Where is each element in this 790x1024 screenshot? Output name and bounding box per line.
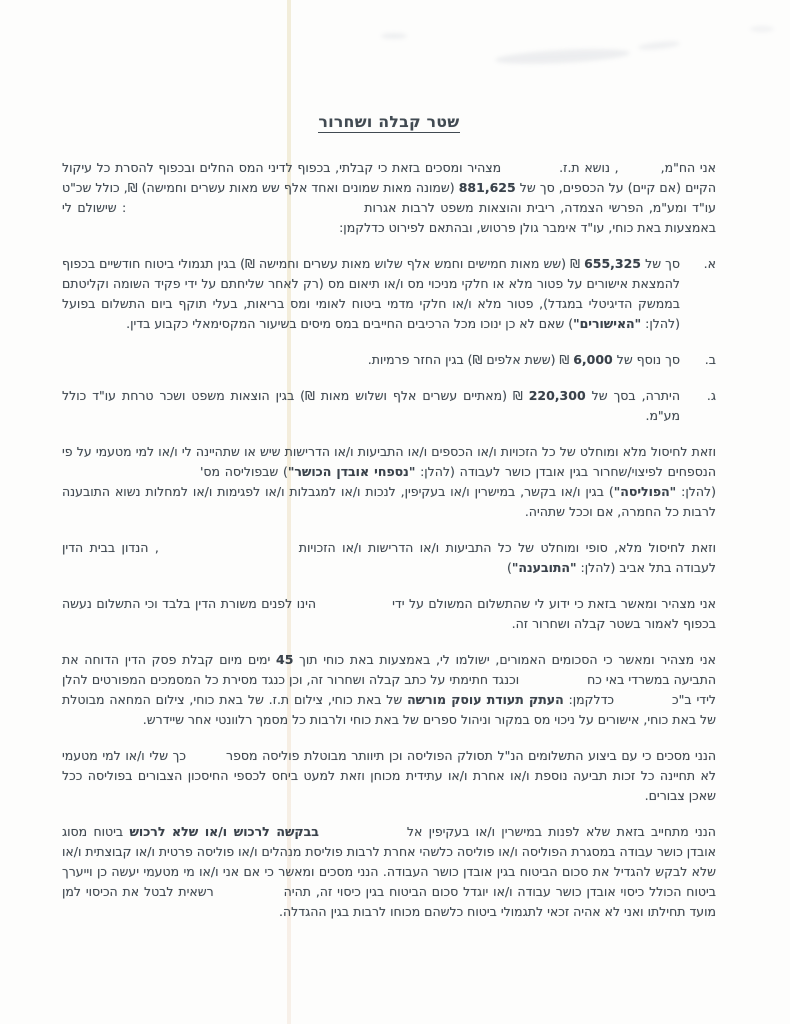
- paragraph: [62, 158, 716, 238]
- bold-term: "הפוליסה": [613, 484, 677, 499]
- bold-term: "התובענה": [511, 560, 577, 575]
- paragraph-marker: א.: [703, 256, 716, 271]
- document-body: [62, 158, 716, 922]
- paragraph: [62, 442, 716, 522]
- paragraph-text: הנני מתחייב בזאת שלא לפנות במישרין ו/או בעקיפין אלבבקשה לרכוש ו/או שלא לרכוש ביטוח מסוג אובדן כושר עבודה במסגרת הפוליסה ו/או פוליסה כלשהי אחרת לרבות פוליסת מנהלים ו/או פוליסה פרטית ו/או קבוצתית ו/או שלא לבקש להגדיל את סכום הביטוח בגין אובדן כושר העבודה. הנני מסכים ומאשר כי אם אני ו/או מי מטעמי יעשה כן וייערך ביטוח הכולל כיסוי אובדן כושר עבודה ו/או יוגדל סכום הביטוח בגין כיסוי זה, תהיהרשאית לבטל את הכיסוי למן מועד תחילתו ואני לא אהיה זכאי לתגמולי ביטוח כלשהם מכוחו לרבות בגין ההגדלה.: [62, 824, 716, 919]
- redacted-blank: [62, 475, 200, 476]
- bold-term: בבקשה לרכוש ו/או שלא לרכוש: [129, 824, 319, 839]
- redacted-blank: [519, 683, 587, 684]
- redacted-blank: [614, 703, 672, 704]
- paragraph: [62, 350, 716, 370]
- bold-term: "האישורים": [573, 316, 642, 331]
- paragraph: [62, 650, 716, 730]
- paragraph: [62, 538, 716, 578]
- bold-term: העתק תעודת עוסק מורשה: [407, 692, 564, 707]
- bold-term: "נספחי אובדן הכושר": [287, 464, 416, 479]
- redacted-blank: [501, 171, 559, 172]
- redacted-blank: [186, 759, 226, 760]
- bold-term: 655,325: [584, 256, 641, 271]
- paragraph: [62, 594, 716, 634]
- paragraph-text: אני הח"מ,, נושא ת.ז.מצהיר ומסכים בזאת כי קבלתי, בכפוף לדיני המס החלים ובכפוף להסרת כל עיקול הקיים (אם קיים) על הכספים, סך של 881,625 (שמונה מאות שמונים ואחד אלף שש מאות עשרים וחמישה) ₪, כולל שכ"ט עו"ד ומע"מ, הפרשי הצמדה, ריבית והוצאות משפט לרבות אגרות: שישולם לי באמצעות באת כוחי, עו"ד אימבר גולן פרטוש, ובהתאם לפירוט כדלקמן:: [62, 160, 716, 235]
- paragraph-text: סך נוסף של 6,000 ₪ (ששת אלפים ₪) בגין החזר פרמיות.: [367, 352, 680, 367]
- redacted-blank: [619, 171, 661, 172]
- paragraph: [62, 254, 716, 334]
- paragraph-text: וזאת לחיסול מלא, סופי ומוחלט של כל התביעות ו/או הדרישות ו/או הזכויות, הנדון בבית הדין לעבודה בתל אביב (להלן: "התובענה"): [62, 540, 716, 575]
- paragraph-marker: ב.: [704, 352, 716, 367]
- paragraph: [62, 386, 716, 426]
- paragraph-marker: ג.: [706, 388, 716, 403]
- paragraph-text: הנני מסכים כי עם ביצוע התשלומים הנ"ל תסולק הפוליסה וכן תיוותר מבוטלת פוליסה מספרכך שלי ו/או למי מטעמי לא תחיינה כל זכות תביעה נוספת ו/או אחרת ו/או עתידית מכוחן וזאת למעט ביחס לכספי החיסכון הצבורים בפוליסה ככל שאכן צבורים.: [62, 748, 716, 803]
- redacted-blank: [319, 835, 407, 836]
- document-title: [62, 112, 716, 132]
- redacted-blank: [159, 551, 299, 552]
- bold-term: 6,000: [573, 352, 613, 367]
- paragraph-text: סך של 655,325 ₪ (שש מאות חמישים וחמש אלף שלוש מאות עשרים וחמישה ₪) בגין תגמולי ביטוח חודשיים בכפוף להמצאת אישורים על פטור מלא או חלקי מניכוי מס ו/או תיאום מס (רק לאחר שליחתם על ידי פקיד השומה וקליטתם בממשק הדיגיטלי במגדל), פטור מלא ו/או חלקי מדמי ביטוח לאומי ומס בריאות, בעלי תוקף ביום התשלום בפועל (להלן: "האישורים") שאם לא כן ינוכו מכל הרכיבים החייבים במס מיסים בשיעור המקסימאלי כקבוע בדין.: [62, 256, 681, 331]
- paragraph-text: אני מצהיר ומאשר כי הסכומים האמורים, ישולמו לי, באמצעות באת כוחי תוך 45 ימים מיום קבלת פסק הדין הדוחה את התביעה במשרדי באי כחוכנגד חתימתי על כתב קבלה ושחרור זה, וכן כנגד מסירת כל המסמכים המפורטים להלן לידי ב"ככדלקמן: העתק תעודת עוסק מורשה של באת כוחי, צילום ת.ז. של באת כוחי, צילום המחאה מבוטלת של באת כוחי, אישורים על ניכוי מס במקור וניהול ספרים של באת כוחי ולרבות כל מסמך רלוונטי אחר שיידרש.: [62, 652, 717, 727]
- bold-term: 45: [276, 652, 294, 667]
- paragraph: [62, 746, 716, 806]
- redacted-blank: [214, 895, 284, 896]
- bold-term: 220,300: [528, 388, 586, 403]
- paragraph-text: וזאת לחיסול מלא ומוחלט של כל הזכויות ו/או הכספים ו/או התביעות ו/או הדרישות שיש או שתהיינה לי ו/או למי מטעמי על פי הנספחים לפיצוי/שחרור בגין אובדן כושר לעבודה (להלן: "נספחי אובדן הכושר") שבפוליסה מס'(להלן: "הפוליסה") בגין ו/או בקשר, במישרין ו/או בעקיפין, לנכות ו/או למגבלות ו/או לפגימות ו/או למחלות נשוא התובענה לרבות כל החמרה, אם וככל שתהיה.: [62, 444, 716, 519]
- redacted-blank: [316, 607, 392, 608]
- paragraph-text: אני מצהיר ומאשר בזאת כי ידוע לי שהתשלום המשולם על ידיהינו לפנים משורת הדין בלבד וכי התשלום נעשה בכפוף לאמור בשטר קבלה ושחרור זה.: [62, 596, 716, 631]
- paragraph-text: היתרה, בסך של 220,300 ₪ (מאתיים עשרים אלף ושלוש מאות ₪) בגין הוצאות משפט ושכר טרחת עו"ד כולל מע"מ.: [62, 388, 680, 423]
- redacted-blank: [126, 211, 364, 212]
- paragraph: [62, 822, 716, 922]
- document-title-text: שטר קבלה ושחרור: [318, 113, 460, 131]
- bold-term: 881,625: [458, 180, 516, 195]
